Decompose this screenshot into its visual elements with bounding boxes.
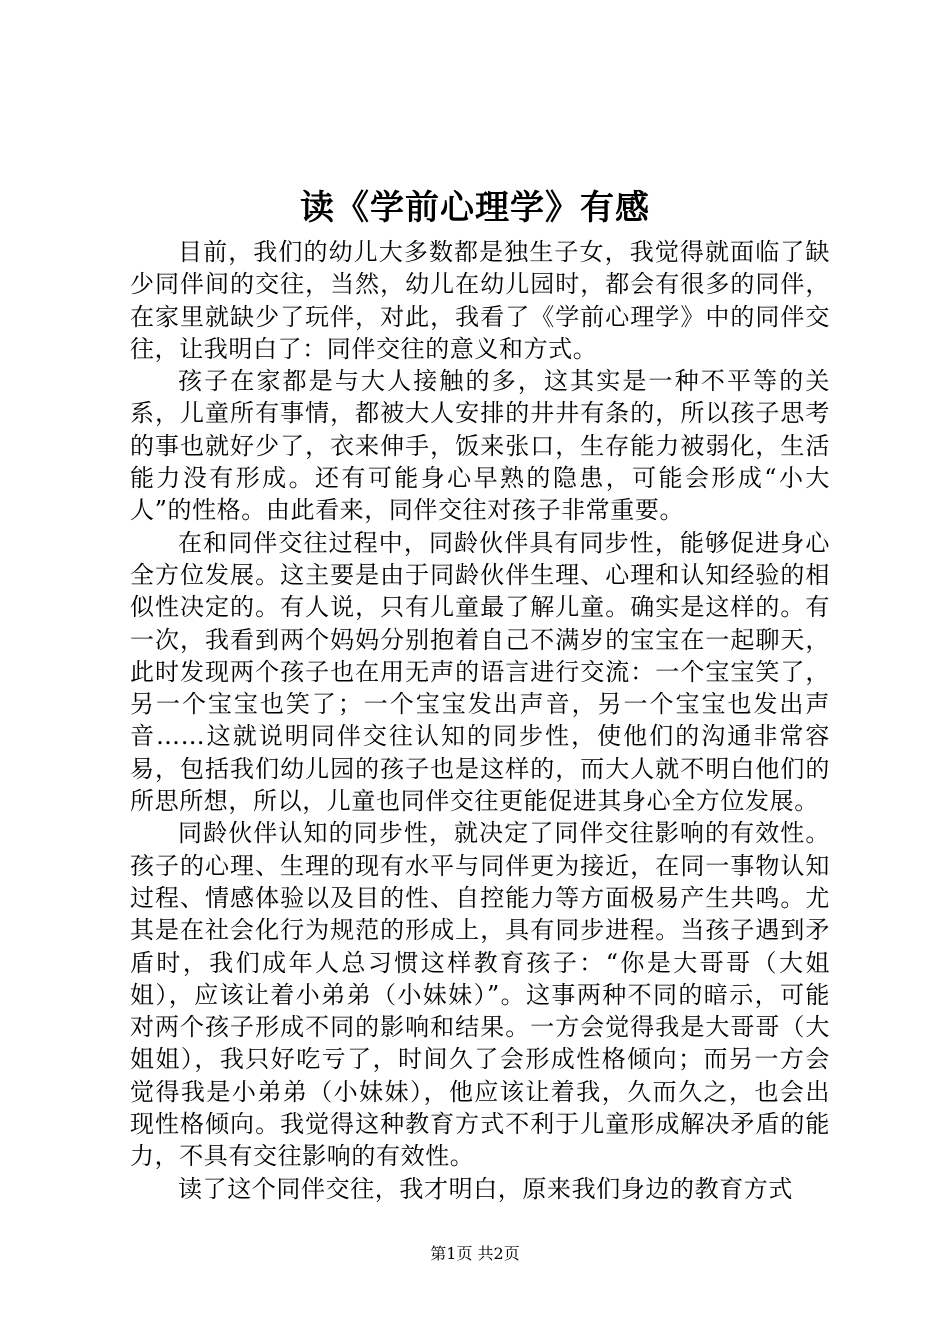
page-number-footer: 第1页 共2页 [430, 1244, 520, 1263]
document-title: 读《学前心理学》有感 [300, 188, 650, 228]
paragraph-4: 同龄伙伴认知的同步性，就决定了同伴交往影响的有效性。孩子的心理、生理的现有水平与同伴更为接近，在同一事物认知过程、情感体验以及目的性、自控能力等方面极易产生共鸣。尤其是在社会化行为规范的形成上，具有同步进程。当孩子遇到矛盾时，我们成年人总习惯这样教育孩子：“你是大哥哥（大姐姐），应该让着小弟弟（小妹妹）”。这事两种不同的暗示，可能对两个孩子形成不同的影响和结果。一方会觉得我是大哥哥（大姐姐），我只好吃亏了，时间久了会形成性格倾向；而另一方会觉得我是小弟弟（小妹妹），他应该让着我，久而久之，也会出现性格倾向。我觉得这种教育方式不利于儿童形成解决矛盾的能力，不具有交往影响的有效性。 [130, 819, 830, 1171]
paragraph-1: 目前，我们的幼儿大多数都是独生子女，我觉得就面临了缺少同伴间的交往，当然，幼儿在幼儿园时，都会有很多的同伴，在家里就缺少了玩伴，对此，我看了《学前心理学》中的同伴交往，让我明白了：同伴交往的意义和方式。 [130, 238, 830, 363]
document-body [130, 236, 830, 1205]
paragraph-5: 读了这个同伴交往，我才明白，原来我们身边的教育方式 [178, 1174, 793, 1203]
paragraph-3: 在和同伴交往过程中，同龄伙伴具有同步性，能够促进身心全方位发展。这主要是由于同龄伙伴生理、心理和认知经验的相似性决定的。有人说，只有儿童最了解儿童。确实是这样的。有一次，我看到两个妈妈分别抱着自己不满岁的宝宝在一起聊天，此时发现两个孩子也在用无声的语言进行交流：一个宝宝笑了，另一个宝宝也笑了；一个宝宝发出声音，另一个宝宝也发出声音……这就说明同伴交往认知的同步性，使他们的沟通非常容易，包括我们幼儿园的孩子也是这样的，而大人就不明白他们的所思所想，所以，儿童也同伴交往更能促进其身心全方位发展。 [130, 528, 830, 816]
paragraph-2: 孩子在家都是与大人接触的多，这其实是一种不平等的关系，儿童所有事情，都被大人安排的井井有条的，所以孩子思考的事也就好少了，衣来伸手，饭来张口，生存能力被弱化，生活能力没有形成。还有可能身心早熟的隐患，可能会形成“小大人”的性格。由此看来，同伴交往对孩子非常重要。 [130, 367, 830, 525]
